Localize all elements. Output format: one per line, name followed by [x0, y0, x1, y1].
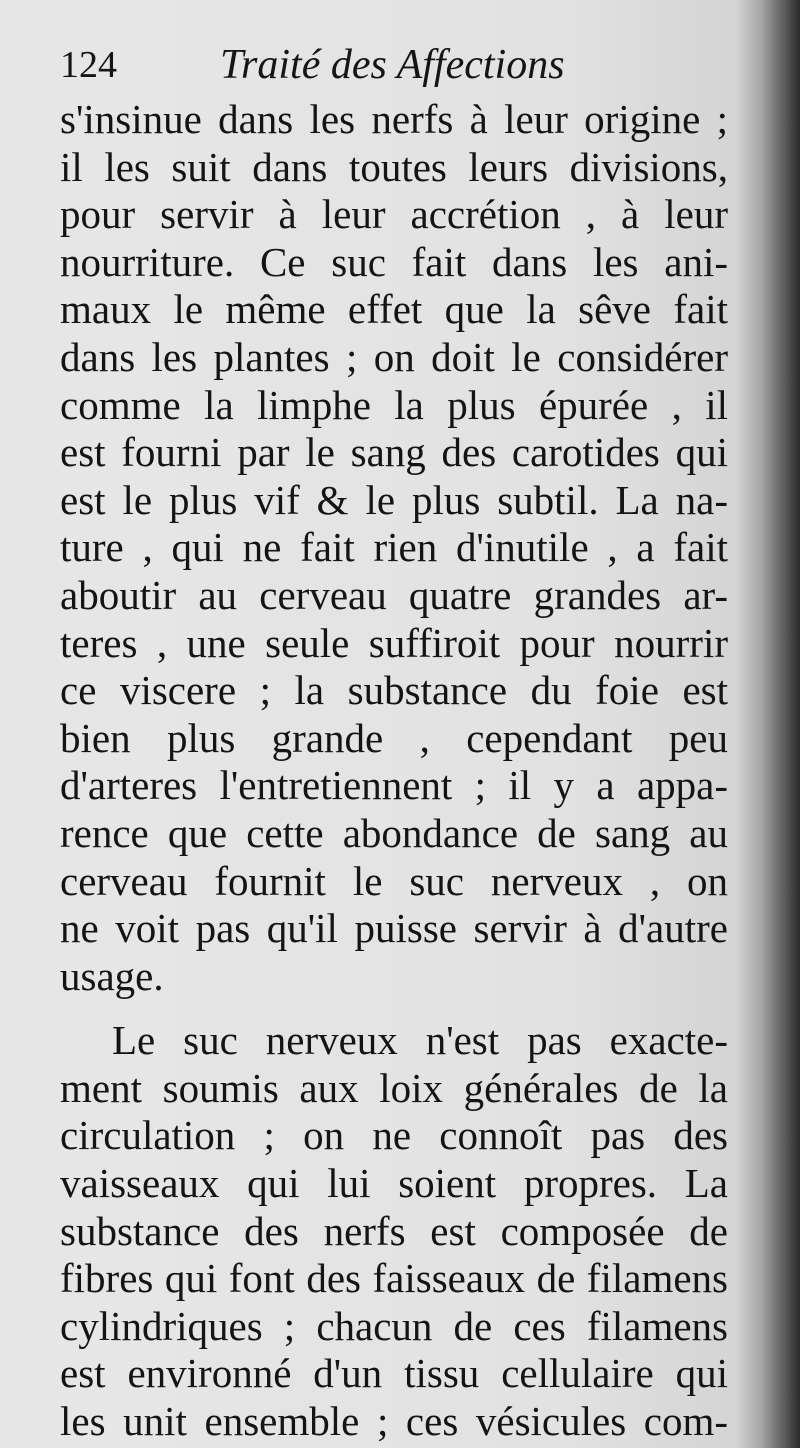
text-line: est fourni par le sang des carotides qui: [60, 429, 728, 476]
text-line: s'insinue dans les nerfs à leur origine ;: [60, 96, 728, 142]
text-line: Le suc nerveux n'est pas exacte-: [112, 1017, 728, 1064]
text-line: cylindriques ; chacun de ces filamens: [60, 1302, 728, 1349]
text-line: circulation ; on ne connoît pas des: [60, 1112, 728, 1159]
text-line: pour servir à leur accrétion , à leur: [60, 191, 728, 238]
text-line: est le plus vif & le plus subtil. La na-: [60, 476, 728, 523]
paragraph-2: [60, 1017, 728, 1445]
text-line: il les suit dans toutes leurs divisions,: [60, 143, 728, 190]
text-line: aboutir au cerveau quatre grandes ar-: [60, 571, 728, 618]
text-line: usage.: [60, 952, 164, 999]
running-head: Traité des Affections: [220, 42, 565, 88]
text-line: ture , qui ne fait rien d'inutile , a fait: [60, 524, 728, 571]
paragraph-1: [60, 96, 728, 1000]
text-line: maux le même effet que la sêve fait: [60, 286, 728, 333]
text-line: ne voit pas qu'il puisse servir à d'autre: [60, 905, 728, 952]
text-line: comme la limphe la plus épurée , il: [60, 381, 728, 428]
paragraph-gap: [60, 1000, 728, 1017]
text-line: les unit ensemble ; ces vésicules com-: [60, 1398, 728, 1445]
text-line: fibres qui font des faisseaux de filamens: [60, 1255, 728, 1302]
text-line: ce viscere ; la substance du foie est: [60, 667, 728, 714]
text-line: dans les plantes ; on doit le considérer: [60, 333, 728, 380]
text-line: teres , une seule suffiroit pour nourrir: [60, 619, 728, 666]
text-line: cerveau fournit le suc nerveux , on: [60, 857, 728, 904]
text-line: d'arteres l'entretiennent ; il y a appa-: [60, 762, 728, 809]
text-line: bien plus grande , cependant peu: [60, 714, 728, 761]
page-edge-shadow: [762, 0, 800, 1448]
text-line: ment soumis aux loix générales de la: [60, 1064, 728, 1111]
text-line: substance des nerfs est composée de: [60, 1207, 728, 1254]
body-text: [60, 96, 728, 1446]
text-line: vaisseaux qui lui soient propres. La: [60, 1160, 728, 1207]
page-header: [60, 40, 740, 92]
text-line: rence que cette abondance de sang au: [60, 809, 728, 856]
text-line: est environné d'un tissu cellulaire qui: [60, 1350, 728, 1397]
text-line: nourriture. Ce suc fait dans les ani-: [60, 238, 728, 285]
page-number: 124: [60, 44, 117, 86]
